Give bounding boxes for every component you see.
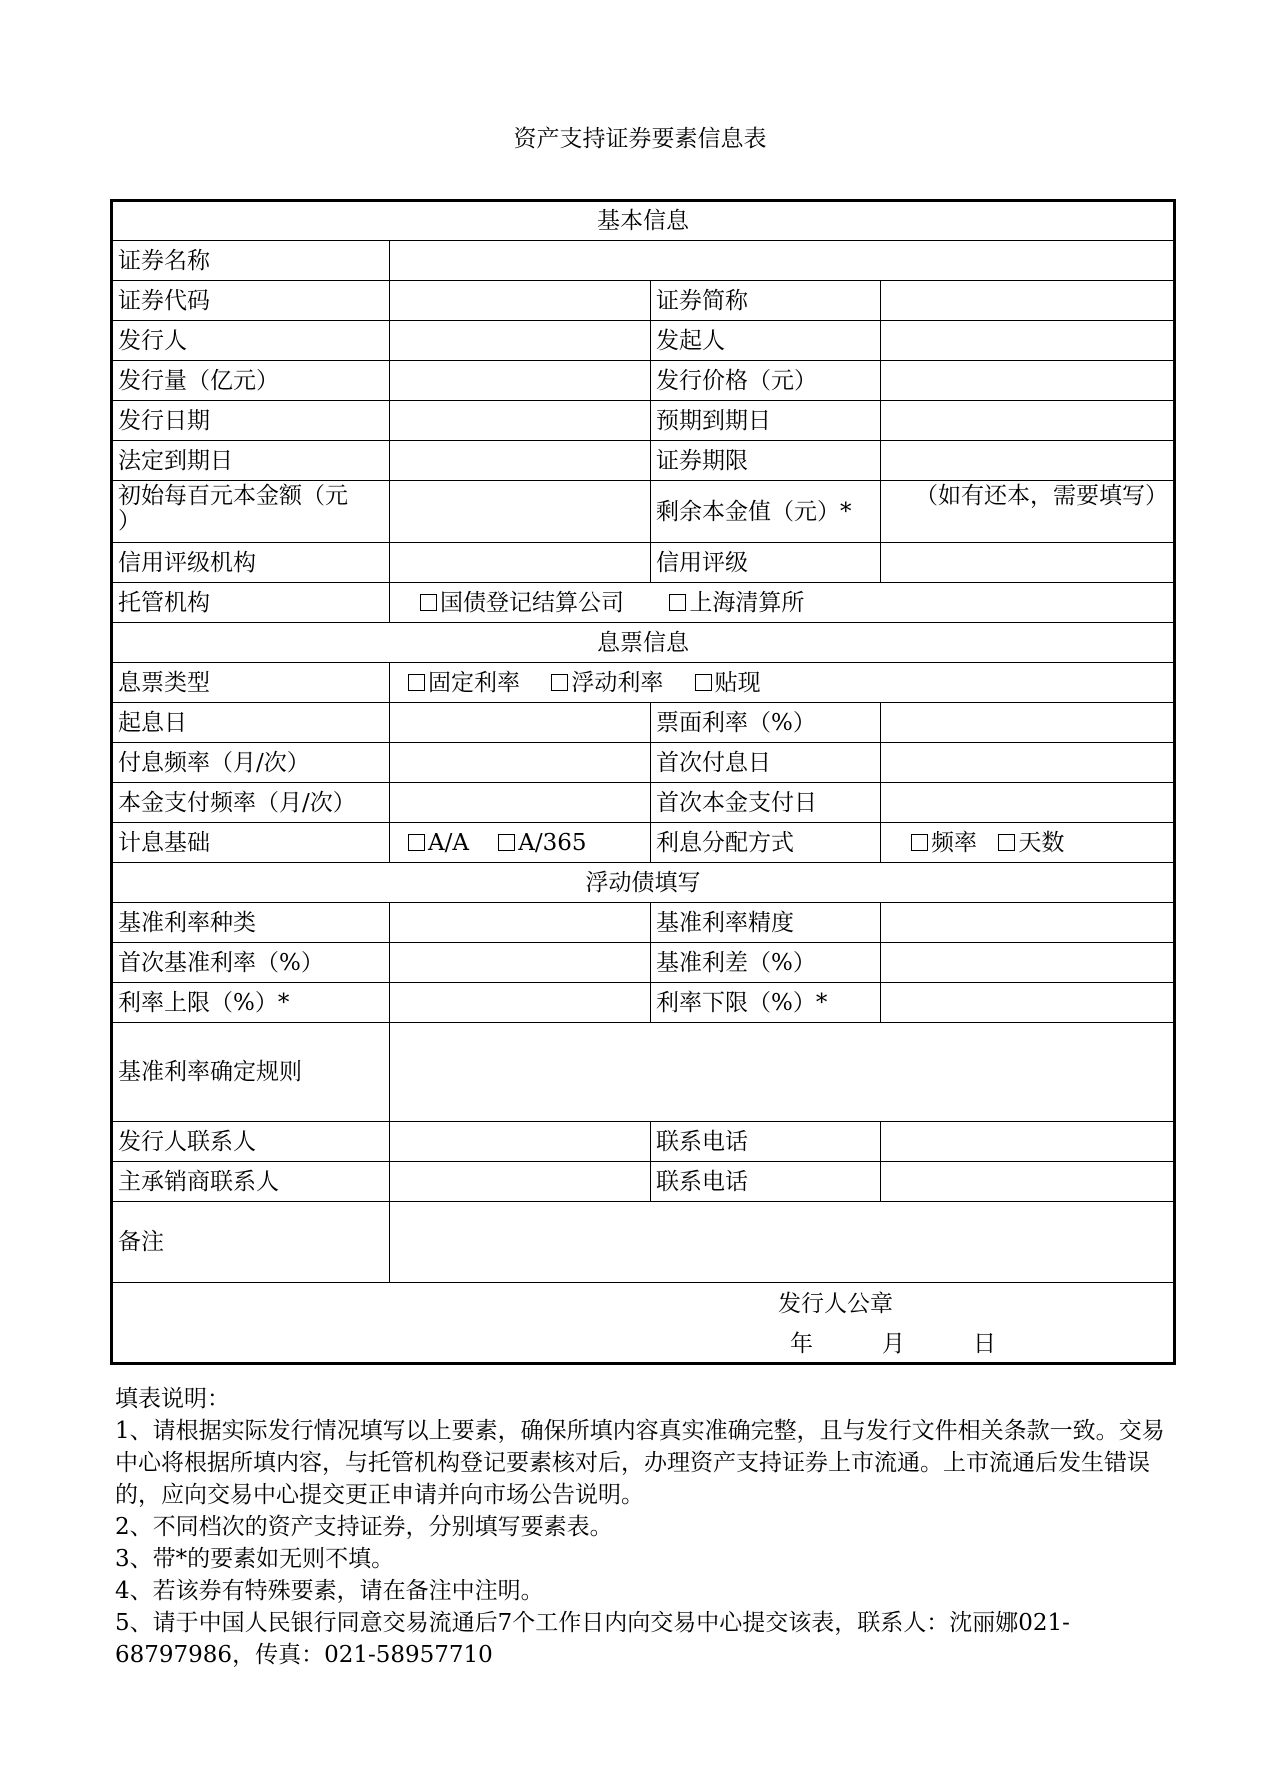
note-item: 2、不同档次的资产支持证券，分别填写要素表。: [115, 1514, 613, 1540]
interest-distribution-options: [881, 823, 1175, 863]
label-benchmark-rule: 基准利率确定规则: [112, 1023, 390, 1122]
day-count-option-aa[interactable]: A/A: [408, 830, 469, 856]
label-rate-cap: 利率上限（%）*: [112, 983, 390, 1023]
note-item: 5、请于中国人民银行同意交易流通后7个工作日内向交易中心提交该表，联系人：沈丽娜021-68797986，传真：021-58957710: [115, 1610, 1070, 1668]
field-rating-agency[interactable]: [390, 543, 651, 583]
day-count-options: [390, 823, 651, 863]
field-security-name[interactable]: [390, 241, 1175, 281]
day-count-option-a365[interactable]: A/365: [498, 830, 586, 856]
seal-day-label: 日: [973, 1331, 996, 1357]
field-legal-maturity[interactable]: [390, 441, 651, 481]
label-issuer: 发行人: [112, 321, 390, 361]
coupon-option-floating[interactable]: 浮动利率: [551, 670, 663, 696]
field-issue-price[interactable]: [881, 361, 1175, 401]
field-benchmark-spread[interactable]: [881, 943, 1175, 983]
field-rate-cap[interactable]: [390, 983, 651, 1023]
label-initial-principal: 初始每百元本金额（元 ）: [112, 481, 390, 543]
coupon-option-fixed[interactable]: 固定利率: [408, 670, 520, 696]
note-item: 1、请根据实际发行情况填写以上要素，确保所填内容真实准确完整，且与发行文件相关条款一致。交易中心将根据所填内容，与托管机构登记要素核对后，办理资产支持证券上市流通。上市流通后发生错误的，应向交易中心提交更正申请并向市场公告说明。: [115, 1418, 1165, 1508]
field-first-benchmark-rate[interactable]: [390, 943, 651, 983]
custodian-option-ccdc[interactable]: 国债登记结算公司: [420, 590, 624, 616]
field-issue-date[interactable]: [390, 401, 651, 441]
checkbox-icon[interactable]: [695, 674, 712, 691]
checkbox-icon[interactable]: [498, 834, 515, 851]
label-security-term: 证券期限: [651, 441, 881, 481]
label-benchmark-precision: 基准利率精度: [651, 903, 881, 943]
field-issuer[interactable]: [390, 321, 651, 361]
field-underwriter-phone[interactable]: [881, 1162, 1175, 1202]
field-issuer-phone[interactable]: [881, 1122, 1175, 1162]
field-issue-amount[interactable]: [390, 361, 651, 401]
custodian-option-shclearing[interactable]: 上海清算所: [669, 590, 804, 616]
label-sponsor: 发起人: [651, 321, 881, 361]
section-coupon-info: 息票信息: [112, 623, 1175, 663]
field-security-code[interactable]: [390, 281, 651, 321]
field-value-date[interactable]: [390, 703, 651, 743]
label-security-short-name: 证券简称: [651, 281, 881, 321]
distribution-option-frequency[interactable]: 频率: [911, 830, 977, 856]
field-benchmark-rule[interactable]: [390, 1023, 1175, 1122]
field-payment-frequency[interactable]: [390, 743, 651, 783]
field-benchmark-precision[interactable]: [881, 903, 1175, 943]
issuer-seal-area: [112, 1283, 1175, 1364]
section-floating-rate: 浮动债填写: [112, 863, 1175, 903]
label-security-name: 证券名称: [112, 241, 390, 281]
label-first-benchmark-rate: 首次基准利率（%）: [112, 943, 390, 983]
checkbox-icon[interactable]: [551, 674, 568, 691]
field-first-principal-date[interactable]: [881, 783, 1175, 823]
field-underwriter-contact[interactable]: [390, 1162, 651, 1202]
label-payment-frequency: 付息频率（月/次）: [112, 743, 390, 783]
label-value-date: 起息日: [112, 703, 390, 743]
field-security-short-name[interactable]: [881, 281, 1175, 321]
label-remaining-principal: 剩余本金值（元）*: [651, 481, 881, 543]
label-principal-frequency: 本金支付频率（月/次）: [112, 783, 390, 823]
filling-instructions: [115, 1383, 1175, 1671]
label-expected-maturity: 预期到期日: [651, 401, 881, 441]
field-principal-frequency[interactable]: [390, 783, 651, 823]
label-benchmark-type: 基准利率种类: [112, 903, 390, 943]
field-first-payment-date[interactable]: [881, 743, 1175, 783]
section-basic-info: 基本信息: [112, 201, 1175, 241]
issuer-seal-label: 发行人公章: [778, 1291, 893, 1317]
label-issuer-contact: 发行人联系人: [112, 1122, 390, 1162]
label-underwriter-phone: 联系电话: [651, 1162, 881, 1202]
note-item: 3、带*的要素如无则不填。: [115, 1546, 395, 1572]
label-interest-distribution: 利息分配方式: [651, 823, 881, 863]
field-coupon-rate[interactable]: [881, 703, 1175, 743]
checkbox-icon[interactable]: [408, 834, 425, 851]
label-underwriter-contact: 主承销商联系人: [112, 1162, 390, 1202]
seal-year-label: 年: [790, 1331, 813, 1357]
label-coupon-rate: 票面利率（%）: [651, 703, 881, 743]
label-legal-maturity: 法定到期日: [112, 441, 390, 481]
field-remaining-principal[interactable]: （如有还本，需要填写）: [881, 481, 1175, 543]
note-item: 4、若该券有特殊要素，请在备注中注明。: [115, 1578, 544, 1604]
label-day-count: 计息基础: [112, 823, 390, 863]
label-custodian: 托管机构: [112, 583, 390, 623]
field-rate-floor[interactable]: [881, 983, 1175, 1023]
label-first-principal-date: 首次本金支付日: [651, 783, 881, 823]
label-coupon-type: 息票类型: [112, 663, 390, 703]
field-remarks[interactable]: [390, 1202, 1175, 1283]
field-issuer-contact[interactable]: [390, 1122, 651, 1162]
coupon-type-options: [390, 663, 1175, 703]
label-issuer-phone: 联系电话: [651, 1122, 881, 1162]
field-credit-rating[interactable]: [881, 543, 1175, 583]
label-rating-agency: 信用评级机构: [112, 543, 390, 583]
seal-month-label: 月: [882, 1331, 905, 1357]
field-sponsor[interactable]: [881, 321, 1175, 361]
element-info-form: [110, 199, 1176, 1365]
field-initial-principal[interactable]: [390, 481, 651, 543]
page-title: 资产支持证券要素信息表: [513, 126, 767, 152]
label-benchmark-spread: 基准利差（%）: [651, 943, 881, 983]
label-issue-amount: 发行量（亿元）: [112, 361, 390, 401]
label-credit-rating: 信用评级: [651, 543, 881, 583]
label-security-code: 证券代码: [112, 281, 390, 321]
field-expected-maturity[interactable]: [881, 401, 1175, 441]
notes-heading: 填表说明：: [115, 1386, 230, 1412]
checkbox-icon[interactable]: [420, 594, 437, 611]
distribution-option-days[interactable]: 天数: [998, 830, 1064, 856]
label-issue-price: 发行价格（元）: [651, 361, 881, 401]
checkbox-icon[interactable]: [998, 834, 1015, 851]
checkbox-icon[interactable]: [669, 594, 686, 611]
field-security-term[interactable]: [881, 441, 1175, 481]
coupon-option-discount[interactable]: 贴现: [695, 670, 761, 696]
checkbox-icon[interactable]: [911, 834, 928, 851]
label-first-payment-date: 首次付息日: [651, 743, 881, 783]
label-rate-floor: 利率下限（%）*: [651, 983, 881, 1023]
label-remarks: 备注: [112, 1202, 390, 1283]
label-issue-date: 发行日期: [112, 401, 390, 441]
custodian-options: [390, 583, 1175, 623]
field-benchmark-type[interactable]: [390, 903, 651, 943]
checkbox-icon[interactable]: [408, 674, 425, 691]
